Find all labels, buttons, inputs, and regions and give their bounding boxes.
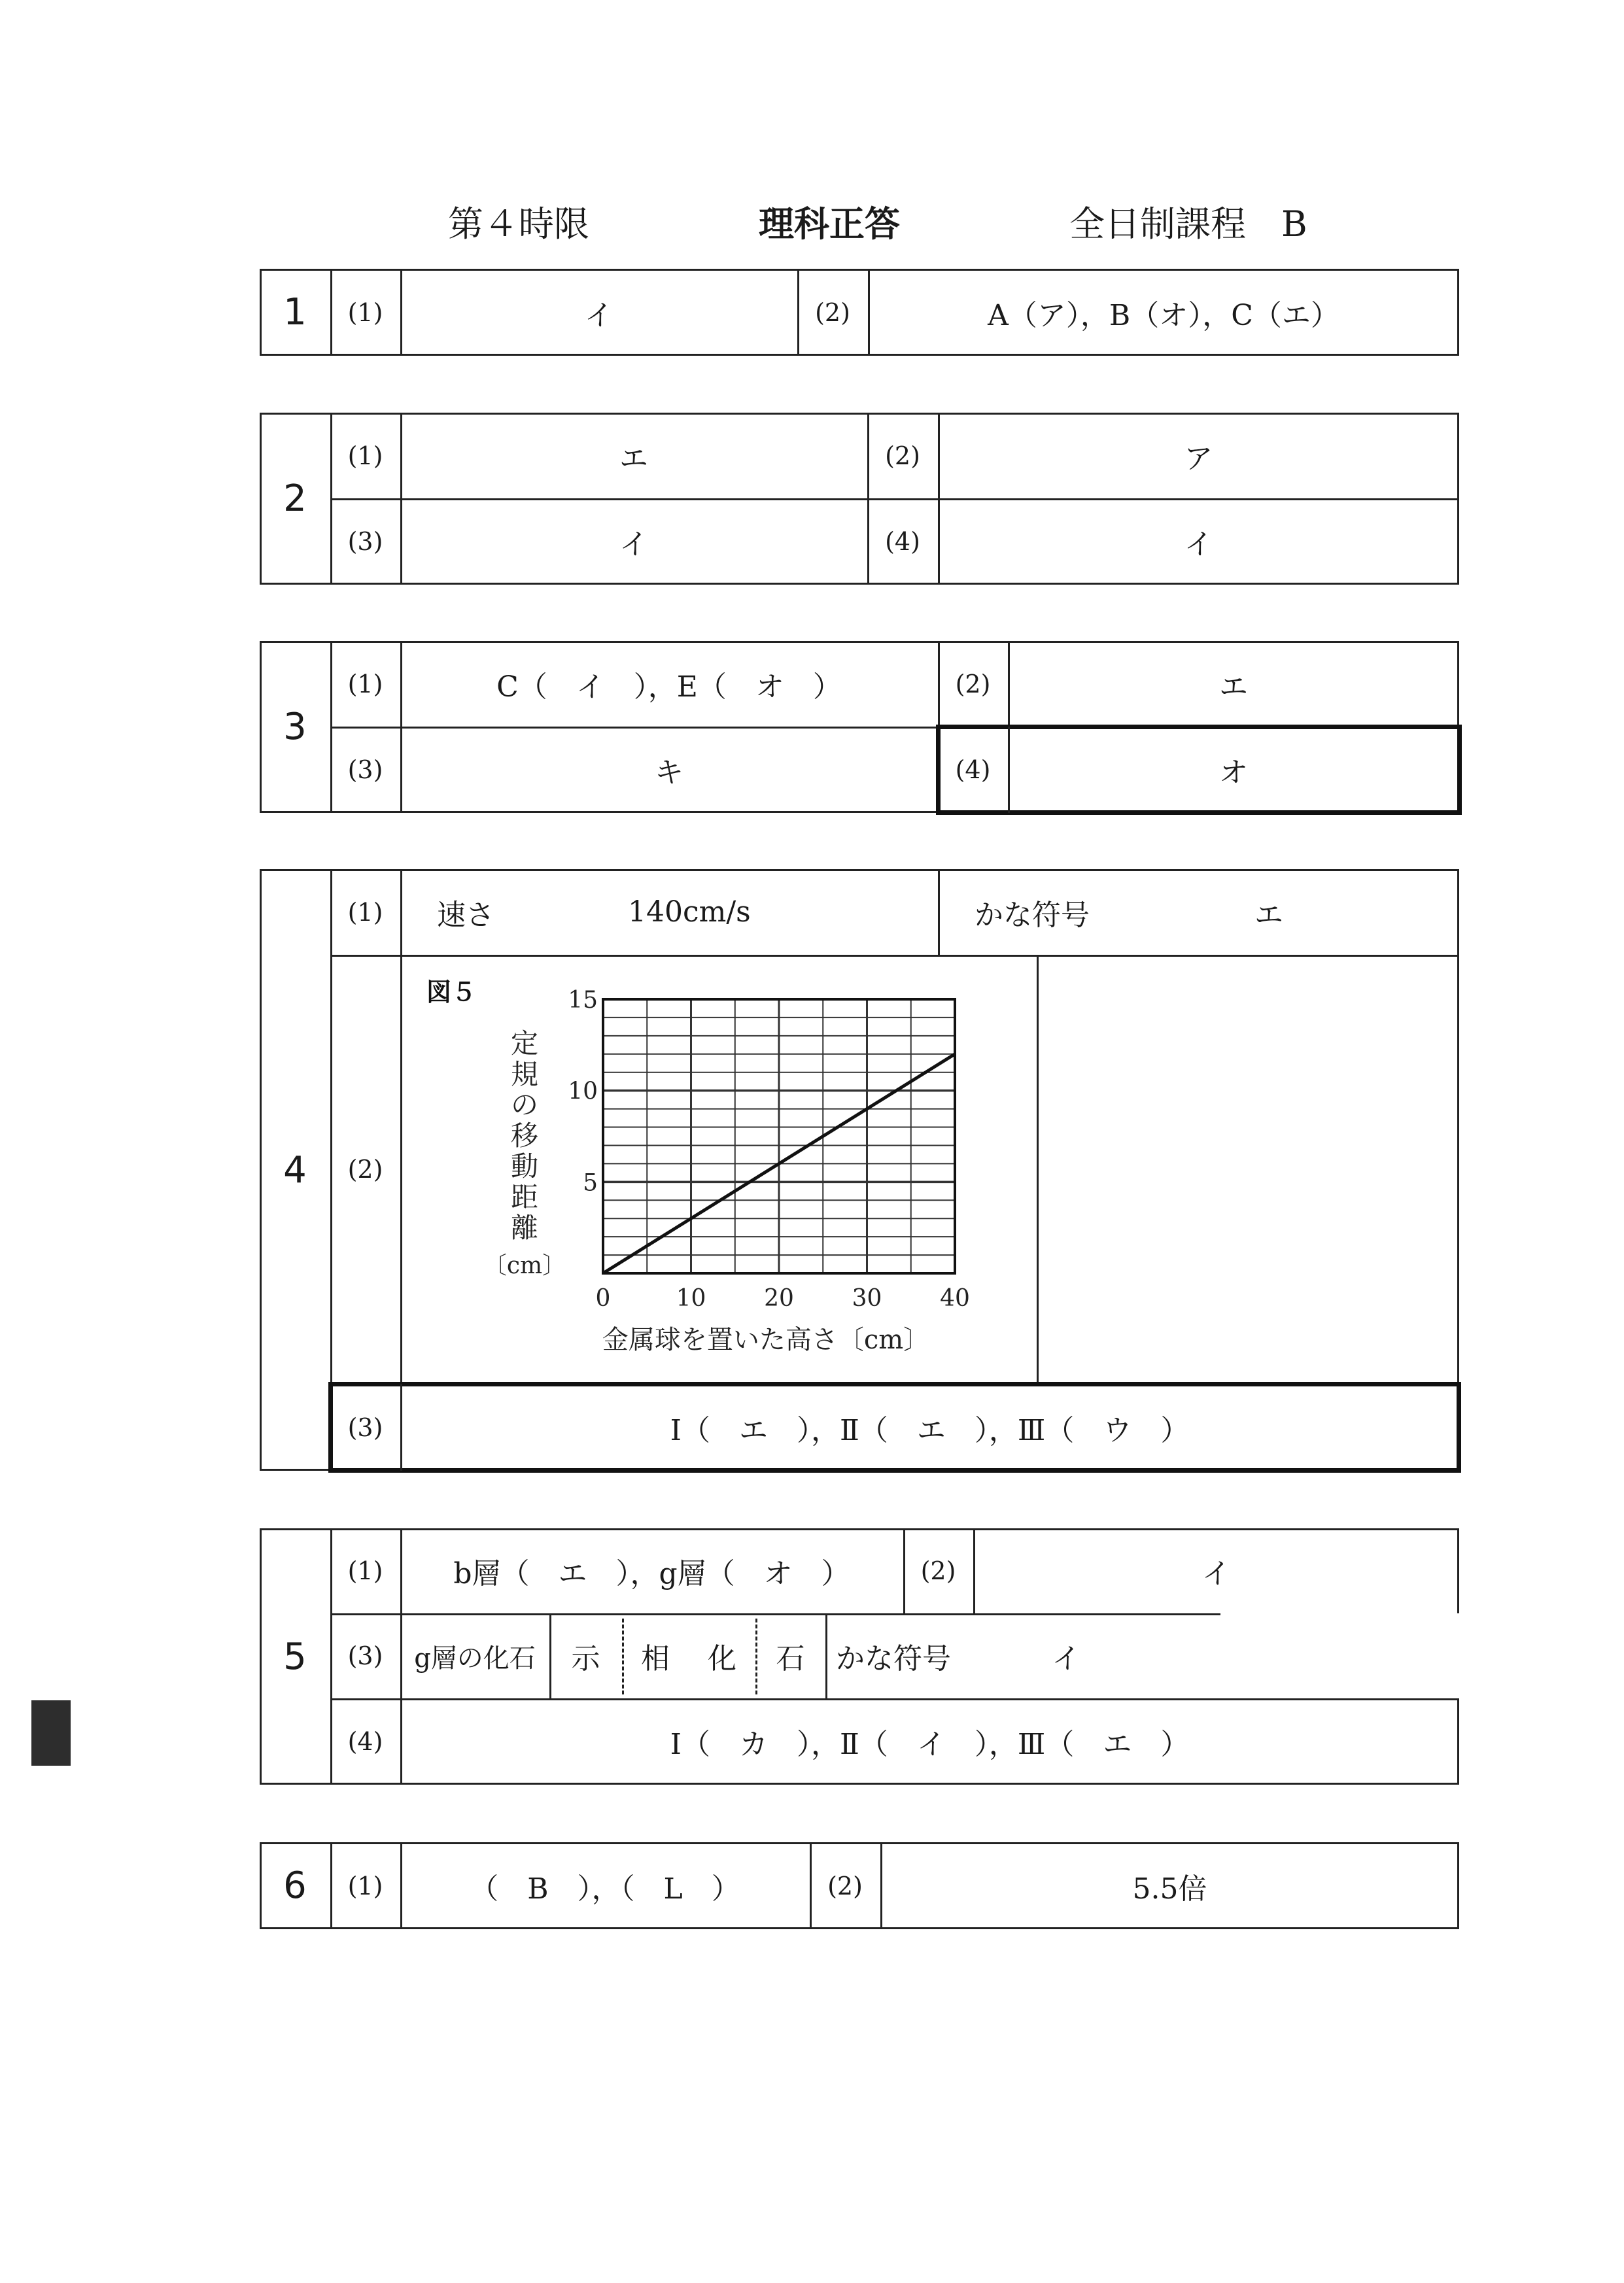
y-axis-label-char: の xyxy=(510,1089,539,1121)
q6-answer-1: （ B ），（ L ） xyxy=(470,1872,740,1906)
q3-answer-4: オ xyxy=(1219,756,1248,789)
q3-answer-1: C（ イ ），E（ オ ） xyxy=(496,670,842,704)
y-axis-label-char: 定 xyxy=(510,1027,539,1059)
q2-sub4-label: (4) xyxy=(885,527,920,556)
y-tick-label: 15 xyxy=(568,987,598,1014)
q1-sub2-label: (2) xyxy=(815,298,850,327)
y-axis-label-char: 離 xyxy=(510,1212,539,1244)
q5-sub4-label: (4) xyxy=(347,1727,383,1756)
q6-sub2-label: (2) xyxy=(827,1871,863,1900)
exam-period: 第４時限 xyxy=(448,203,589,245)
q3-sub1-label: (1) xyxy=(347,669,383,698)
q6-answer-2: 5.5倍 xyxy=(1132,1872,1207,1906)
q2-sub1-label: (1) xyxy=(347,441,383,470)
q5-kana-value: イ xyxy=(1052,1642,1080,1675)
q4-sub3-label: (3) xyxy=(347,1413,383,1442)
y-axis-label-char: 距 xyxy=(510,1181,539,1213)
x-tick-label: 0 xyxy=(595,1285,611,1312)
q2-answer-4: イ xyxy=(1184,528,1213,561)
x-tick-label: 10 xyxy=(676,1285,706,1312)
x-tick-label: 20 xyxy=(764,1285,794,1312)
q2-sub2-label: (2) xyxy=(885,441,920,470)
q4-speed-label: 速さ xyxy=(437,898,494,932)
q5-fossil-char-2: 相 xyxy=(641,1642,670,1675)
page-title: 理科正答 xyxy=(759,203,900,245)
figure-5-chart xyxy=(400,955,1037,1384)
q1-answer-2: A（ア），B（オ），C（エ） xyxy=(988,298,1339,332)
q6-number: 6 xyxy=(283,1864,307,1907)
y-axis-label-unit: 〔cm〕 xyxy=(483,1252,566,1279)
y-axis-label-char: 規 xyxy=(510,1058,539,1090)
y-axis-label-char: 移 xyxy=(510,1120,539,1152)
q3-sub4-label: (4) xyxy=(955,755,991,784)
q4-sub1-label: (1) xyxy=(347,897,383,927)
q2-answer-1: エ xyxy=(619,441,648,475)
y-tick-label: 5 xyxy=(583,1169,598,1197)
q1-number: 1 xyxy=(283,291,307,334)
q4-kana-label: かな符号 xyxy=(975,898,1090,932)
x-tick-label: 40 xyxy=(940,1285,970,1312)
q5-answer-4: Ⅰ（ カ ），Ⅱ（ イ ），Ⅲ（ エ ） xyxy=(670,1728,1190,1761)
q5-fossil-char-4: 石 xyxy=(776,1642,805,1675)
q4-speed-value: 140cm/s xyxy=(628,895,751,929)
q3-answer-3: キ xyxy=(655,756,683,789)
q4-sub2-label: (2) xyxy=(347,1155,383,1184)
q1-answer-1: イ xyxy=(584,298,613,332)
q3-number: 3 xyxy=(283,706,307,748)
q5-fossil-char-1: 示 xyxy=(571,1642,600,1675)
q4-kana-value: エ xyxy=(1254,898,1283,932)
y-tick-label: 10 xyxy=(568,1078,598,1105)
q6-sub1-label: (1) xyxy=(347,1871,383,1900)
course-label: 全日制課程 B xyxy=(1069,203,1307,245)
q5-sub1-label: (1) xyxy=(347,1556,383,1585)
q2-number: 2 xyxy=(283,477,307,520)
q2-sub3-label: (3) xyxy=(347,527,383,556)
q4-number: 4 xyxy=(283,1148,307,1192)
q5-number: 5 xyxy=(283,1635,307,1678)
q2-answer-2: ア xyxy=(1184,441,1213,475)
q4-answer-3: Ⅰ（ エ ），Ⅱ（ エ ），Ⅲ（ ウ ） xyxy=(670,1413,1190,1447)
q3-sub2-label: (2) xyxy=(955,669,991,698)
q5-answer-2: イ xyxy=(1201,1557,1231,1590)
q5-sub2-label: (2) xyxy=(920,1556,956,1585)
q2-answer-3: イ xyxy=(619,528,648,561)
q3-sub3-label: (3) xyxy=(347,755,383,784)
q3-answer-2: エ xyxy=(1219,670,1248,704)
q5-sub3-label: (3) xyxy=(347,1641,383,1670)
x-tick-label: 30 xyxy=(852,1285,882,1312)
y-axis-label-char: 動 xyxy=(510,1150,539,1182)
q5-fossil-char-3: 化 xyxy=(708,1642,736,1675)
q5-answer-1: b層（ エ ），g層（ オ ） xyxy=(453,1557,850,1590)
q1-sub1-label: (1) xyxy=(347,298,383,327)
q5-fossil-label: g層の化石 xyxy=(414,1643,536,1674)
x-axis-label: 金属球を置いた高さ〔cm〕 xyxy=(602,1325,930,1355)
scan-mark xyxy=(31,1700,71,1766)
chart-title: 図５ xyxy=(426,978,477,1006)
q5-kana-label: かな符号 xyxy=(836,1642,951,1675)
